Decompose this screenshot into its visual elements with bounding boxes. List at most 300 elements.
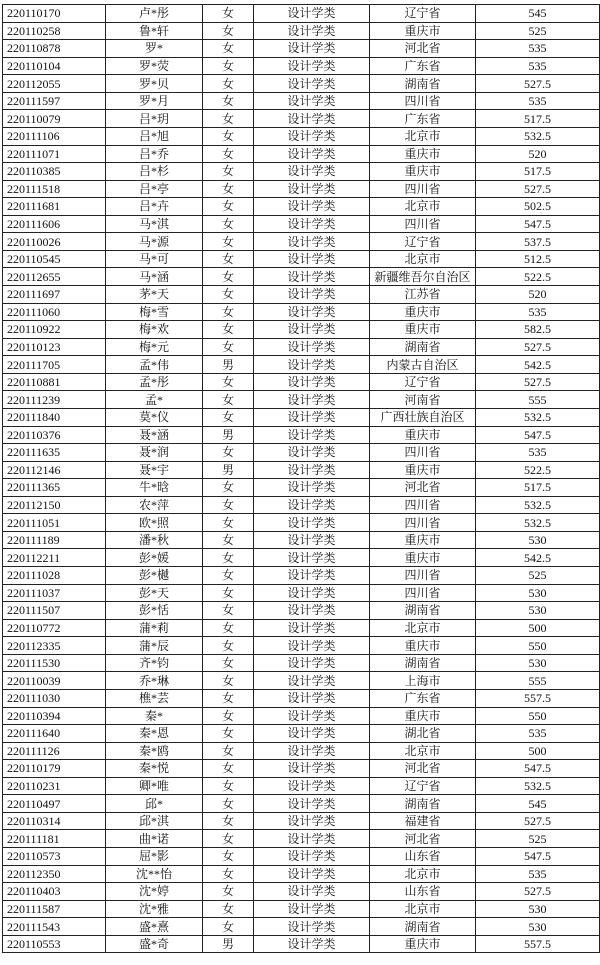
gender-cell: 女 [203, 742, 254, 760]
name-cell: 马*源 [106, 233, 203, 251]
province-cell: 河北省 [370, 760, 476, 778]
name-cell: 聂*宇 [106, 461, 203, 479]
gender-cell: 女 [203, 75, 254, 93]
province-cell: 湖南省 [370, 918, 476, 936]
table-row [3, 338, 600, 356]
major-category-cell: 设计学类 [254, 637, 370, 655]
province-cell: 湖南省 [370, 654, 476, 672]
province-cell: 湖北省 [370, 725, 476, 743]
table-row [3, 286, 600, 304]
gender-cell: 女 [203, 5, 254, 23]
score-cell: 532.5 [476, 408, 600, 426]
table-row [3, 268, 600, 286]
table-row [3, 233, 600, 251]
table-row [3, 549, 600, 567]
major-category-cell: 设计学类 [254, 408, 370, 426]
table-row [3, 250, 600, 268]
gender-cell: 女 [203, 549, 254, 567]
major-category-cell: 设计学类 [254, 75, 370, 93]
province-cell: 广西壮族自治区 [370, 408, 476, 426]
score-cell: 532.5 [476, 514, 600, 532]
gender-cell: 女 [203, 637, 254, 655]
province-cell: 湖南省 [370, 602, 476, 620]
table-row [3, 900, 600, 918]
gender-cell: 女 [203, 180, 254, 198]
major-category-cell: 设计学类 [254, 883, 370, 901]
major-category-cell: 设计学类 [254, 602, 370, 620]
name-cell: 邱* [106, 795, 203, 813]
gender-cell: 女 [203, 110, 254, 128]
gender-cell: 女 [203, 127, 254, 145]
major-category-cell: 设计学类 [254, 935, 370, 953]
score-cell: 527.5 [476, 180, 600, 198]
name-cell: 曲*诺 [106, 830, 203, 848]
student-id-cell: 220110104 [3, 57, 106, 75]
student-id-cell: 220110179 [3, 760, 106, 778]
gender-cell: 女 [203, 163, 254, 181]
student-id-cell: 220110545 [3, 250, 106, 268]
province-cell: 广东省 [370, 689, 476, 707]
score-cell: 550 [476, 637, 600, 655]
major-category-cell: 设计学类 [254, 180, 370, 198]
province-cell: 北京市 [370, 900, 476, 918]
gender-cell: 女 [203, 900, 254, 918]
student-id-cell: 220110231 [3, 777, 106, 795]
table-row [3, 127, 600, 145]
student-id-cell: 220112055 [3, 75, 106, 93]
student-id-cell: 220110170 [3, 5, 106, 23]
major-category-cell: 设计学类 [254, 865, 370, 883]
gender-cell: 女 [203, 496, 254, 514]
table-row [3, 567, 600, 585]
student-id-cell: 220111840 [3, 408, 106, 426]
name-cell: 彭*恬 [106, 602, 203, 620]
score-cell: 525 [476, 830, 600, 848]
table-row [3, 496, 600, 514]
student-id-cell: 220112211 [3, 549, 106, 567]
score-cell: 527.5 [476, 338, 600, 356]
score-cell: 535 [476, 725, 600, 743]
name-cell: 罗*月 [106, 92, 203, 110]
major-category-cell: 设计学类 [254, 918, 370, 936]
student-id-cell: 220110553 [3, 935, 106, 953]
gender-cell: 女 [203, 408, 254, 426]
table-row [3, 830, 600, 848]
table-row [3, 198, 600, 216]
province-cell: 四川省 [370, 215, 476, 233]
name-cell: 农*萍 [106, 496, 203, 514]
score-cell: 535 [476, 444, 600, 462]
major-category-cell: 设计学类 [254, 215, 370, 233]
score-cell: 557.5 [476, 935, 600, 953]
score-cell: 535 [476, 865, 600, 883]
score-cell: 525 [476, 22, 600, 40]
gender-cell: 女 [203, 725, 254, 743]
major-category-cell: 设计学类 [254, 848, 370, 866]
gender-cell: 女 [203, 812, 254, 830]
student-id-cell: 220111507 [3, 602, 106, 620]
student-id-cell: 220111640 [3, 725, 106, 743]
table-row [3, 479, 600, 497]
name-cell: 盛*熹 [106, 918, 203, 936]
gender-cell: 女 [203, 883, 254, 901]
table-row [3, 918, 600, 936]
student-id-cell: 220111051 [3, 514, 106, 532]
name-cell: 孟*彤 [106, 373, 203, 391]
score-cell: 527.5 [476, 883, 600, 901]
major-category-cell: 设计学类 [254, 672, 370, 690]
table-row [3, 215, 600, 233]
major-category-cell: 设计学类 [254, 514, 370, 532]
major-category-cell: 设计学类 [254, 40, 370, 58]
gender-cell: 女 [203, 233, 254, 251]
admission-table [2, 4, 600, 953]
gender-cell: 女 [203, 22, 254, 40]
score-cell: 547.5 [476, 760, 600, 778]
name-cell: 吕*杉 [106, 163, 203, 181]
score-cell: 520 [476, 286, 600, 304]
province-cell: 广东省 [370, 57, 476, 75]
gender-cell: 女 [203, 40, 254, 58]
major-category-cell: 设计学类 [254, 777, 370, 795]
name-cell: 茅*天 [106, 286, 203, 304]
table-row [3, 602, 600, 620]
student-id-cell: 220111106 [3, 127, 106, 145]
province-cell: 四川省 [370, 496, 476, 514]
student-id-cell: 220111635 [3, 444, 106, 462]
name-cell: 牛*晗 [106, 479, 203, 497]
gender-cell: 女 [203, 918, 254, 936]
major-category-cell: 设计学类 [254, 233, 370, 251]
gender-cell: 女 [203, 373, 254, 391]
score-cell: 517.5 [476, 163, 600, 181]
province-cell: 四川省 [370, 444, 476, 462]
gender-cell: 男 [203, 426, 254, 444]
table-row [3, 760, 600, 778]
province-cell: 湖南省 [370, 338, 476, 356]
province-cell: 北京市 [370, 127, 476, 145]
name-cell: 樵*芸 [106, 689, 203, 707]
name-cell: 邱*淇 [106, 812, 203, 830]
student-id-cell: 220110878 [3, 40, 106, 58]
gender-cell: 女 [203, 672, 254, 690]
major-category-cell: 设计学类 [254, 268, 370, 286]
table-row [3, 672, 600, 690]
student-id-cell: 220110026 [3, 233, 106, 251]
gender-cell: 男 [203, 935, 254, 953]
province-cell: 新疆维吾尔自治区 [370, 268, 476, 286]
name-cell: 蒲*莉 [106, 619, 203, 637]
student-id-cell: 220110314 [3, 812, 106, 830]
student-id-cell: 220111587 [3, 900, 106, 918]
gender-cell: 女 [203, 848, 254, 866]
major-category-cell: 设计学类 [254, 812, 370, 830]
gender-cell: 女 [203, 250, 254, 268]
province-cell: 四川省 [370, 567, 476, 585]
score-cell: 530 [476, 531, 600, 549]
gender-cell: 女 [203, 321, 254, 339]
gender-cell: 女 [203, 760, 254, 778]
name-cell: 孟*伟 [106, 356, 203, 374]
name-cell: 盛*奇 [106, 935, 203, 953]
name-cell: 沈**怡 [106, 865, 203, 883]
score-cell: 527.5 [476, 373, 600, 391]
score-cell: 527.5 [476, 75, 600, 93]
name-cell: 屈*影 [106, 848, 203, 866]
major-category-cell: 设计学类 [254, 110, 370, 128]
gender-cell: 女 [203, 479, 254, 497]
province-cell: 重庆市 [370, 426, 476, 444]
gender-cell: 女 [203, 602, 254, 620]
student-id-cell: 220110123 [3, 338, 106, 356]
table-row [3, 40, 600, 58]
gender-cell: 女 [203, 286, 254, 304]
table-row [3, 408, 600, 426]
gender-cell: 男 [203, 356, 254, 374]
name-cell: 马*淇 [106, 215, 203, 233]
name-cell: 孟* [106, 391, 203, 409]
table-row [3, 145, 600, 163]
province-cell: 重庆市 [370, 145, 476, 163]
gender-cell: 女 [203, 531, 254, 549]
major-category-cell: 设计学类 [254, 584, 370, 602]
name-cell: 梅*雪 [106, 303, 203, 321]
major-category-cell: 设计学类 [254, 321, 370, 339]
major-category-cell: 设计学类 [254, 22, 370, 40]
score-cell: 527.5 [476, 812, 600, 830]
gender-cell: 女 [203, 303, 254, 321]
student-id-cell: 220111030 [3, 689, 106, 707]
gender-cell: 女 [203, 619, 254, 637]
table-row [3, 848, 600, 866]
name-cell: 欧*照 [106, 514, 203, 532]
table-row [3, 444, 600, 462]
province-cell: 四川省 [370, 584, 476, 602]
gender-cell: 女 [203, 391, 254, 409]
table-row [3, 391, 600, 409]
table-row [3, 812, 600, 830]
table-row [3, 619, 600, 637]
student-id-cell: 220110403 [3, 883, 106, 901]
province-cell: 湖南省 [370, 75, 476, 93]
student-id-cell: 220112150 [3, 496, 106, 514]
major-category-cell: 设计学类 [254, 689, 370, 707]
name-cell: 秦*恩 [106, 725, 203, 743]
score-cell: 530 [476, 584, 600, 602]
student-id-cell: 220111697 [3, 286, 106, 304]
name-cell: 吕*亭 [106, 180, 203, 198]
gender-cell: 女 [203, 865, 254, 883]
score-cell: 522.5 [476, 461, 600, 479]
student-id-cell: 220111606 [3, 215, 106, 233]
major-category-cell: 设计学类 [254, 830, 370, 848]
major-category-cell: 设计学类 [254, 338, 370, 356]
gender-cell: 女 [203, 707, 254, 725]
student-id-cell: 220111126 [3, 742, 106, 760]
name-cell: 秦*悦 [106, 760, 203, 778]
table-row [3, 5, 600, 23]
table-row [3, 180, 600, 198]
gender-cell: 女 [203, 215, 254, 233]
major-category-cell: 设计学类 [254, 426, 370, 444]
major-category-cell: 设计学类 [254, 900, 370, 918]
name-cell: 罗*贝 [106, 75, 203, 93]
score-cell: 545 [476, 795, 600, 813]
table-row [3, 22, 600, 40]
gender-cell: 女 [203, 584, 254, 602]
name-cell: 蒲*辰 [106, 637, 203, 655]
major-category-cell: 设计学类 [254, 127, 370, 145]
student-id-cell: 220110258 [3, 22, 106, 40]
province-cell: 重庆市 [370, 163, 476, 181]
score-cell: 550 [476, 707, 600, 725]
table-row [3, 92, 600, 110]
student-id-cell: 220111518 [3, 180, 106, 198]
table-row [3, 865, 600, 883]
province-cell: 重庆市 [370, 461, 476, 479]
score-cell: 517.5 [476, 479, 600, 497]
table-row [3, 725, 600, 743]
table-row [3, 75, 600, 93]
student-id-cell: 220110079 [3, 110, 106, 128]
table-row [3, 795, 600, 813]
student-id-cell: 220110497 [3, 795, 106, 813]
province-cell: 江苏省 [370, 286, 476, 304]
score-cell: 535 [476, 57, 600, 75]
major-category-cell: 设计学类 [254, 461, 370, 479]
major-category-cell: 设计学类 [254, 92, 370, 110]
student-id-cell: 220110385 [3, 163, 106, 181]
name-cell: 罗* [106, 40, 203, 58]
major-category-cell: 设计学类 [254, 356, 370, 374]
score-cell: 557.5 [476, 689, 600, 707]
student-id-cell: 220111681 [3, 198, 106, 216]
province-cell: 北京市 [370, 619, 476, 637]
major-category-cell: 设计学类 [254, 760, 370, 778]
province-cell: 北京市 [370, 742, 476, 760]
province-cell: 四川省 [370, 514, 476, 532]
major-category-cell: 设计学类 [254, 57, 370, 75]
student-id-cell: 220112146 [3, 461, 106, 479]
score-cell: 522.5 [476, 268, 600, 286]
province-cell: 湖南省 [370, 795, 476, 813]
table-row [3, 707, 600, 725]
province-cell: 广东省 [370, 110, 476, 128]
score-cell: 500 [476, 742, 600, 760]
gender-cell: 女 [203, 198, 254, 216]
name-cell: 卢*彤 [106, 5, 203, 23]
student-id-cell: 220111028 [3, 567, 106, 585]
name-cell: 潘*秋 [106, 531, 203, 549]
student-id-cell: 220111597 [3, 92, 106, 110]
table-row [3, 426, 600, 444]
major-category-cell: 设计学类 [254, 742, 370, 760]
gender-cell: 女 [203, 830, 254, 848]
name-cell: 彭*天 [106, 584, 203, 602]
score-cell: 530 [476, 602, 600, 620]
score-cell: 542.5 [476, 549, 600, 567]
table-row [3, 356, 600, 374]
name-cell: 秦*鸥 [106, 742, 203, 760]
score-cell: 555 [476, 391, 600, 409]
table-body [3, 5, 600, 953]
major-category-cell: 设计学类 [254, 567, 370, 585]
score-cell: 530 [476, 918, 600, 936]
province-cell: 重庆市 [370, 707, 476, 725]
name-cell: 鲁*轩 [106, 22, 203, 40]
score-cell: 555 [476, 672, 600, 690]
major-category-cell: 设计学类 [254, 795, 370, 813]
major-category-cell: 设计学类 [254, 654, 370, 672]
province-cell: 重庆市 [370, 935, 476, 953]
score-cell: 525 [476, 567, 600, 585]
major-category-cell: 设计学类 [254, 391, 370, 409]
table-row [3, 584, 600, 602]
gender-cell: 女 [203, 514, 254, 532]
table-row [3, 883, 600, 901]
major-category-cell: 设计学类 [254, 373, 370, 391]
student-id-cell: 220111239 [3, 391, 106, 409]
province-cell: 山东省 [370, 848, 476, 866]
gender-cell: 女 [203, 338, 254, 356]
major-category-cell: 设计学类 [254, 163, 370, 181]
name-cell: 聂*涵 [106, 426, 203, 444]
score-cell: 530 [476, 654, 600, 672]
score-cell: 532.5 [476, 496, 600, 514]
score-cell: 532.5 [476, 777, 600, 795]
name-cell: 卿*唯 [106, 777, 203, 795]
table-row [3, 163, 600, 181]
gender-cell: 男 [203, 461, 254, 479]
table-row [3, 303, 600, 321]
province-cell: 重庆市 [370, 321, 476, 339]
student-id-cell: 220110573 [3, 848, 106, 866]
major-category-cell: 设计学类 [254, 496, 370, 514]
student-id-cell: 220111365 [3, 479, 106, 497]
major-category-cell: 设计学类 [254, 5, 370, 23]
province-cell: 重庆市 [370, 531, 476, 549]
major-category-cell: 设计学类 [254, 549, 370, 567]
major-category-cell: 设计学类 [254, 725, 370, 743]
score-cell: 535 [476, 303, 600, 321]
name-cell: 彭*媛 [106, 549, 203, 567]
student-id-cell: 220111530 [3, 654, 106, 672]
major-category-cell: 设计学类 [254, 707, 370, 725]
province-cell: 辽宁省 [370, 777, 476, 795]
student-id-cell: 220110376 [3, 426, 106, 444]
student-id-cell: 220111071 [3, 145, 106, 163]
student-id-cell: 220110922 [3, 321, 106, 339]
province-cell: 四川省 [370, 92, 476, 110]
score-cell: 542.5 [476, 356, 600, 374]
province-cell: 福建省 [370, 812, 476, 830]
score-cell: 582.5 [476, 321, 600, 339]
name-cell: 聂*润 [106, 444, 203, 462]
gender-cell: 女 [203, 654, 254, 672]
table-row [3, 689, 600, 707]
gender-cell: 女 [203, 444, 254, 462]
name-cell: 吕*卉 [106, 198, 203, 216]
name-cell: 马*涵 [106, 268, 203, 286]
student-id-cell: 220111037 [3, 584, 106, 602]
student-id-cell: 220110881 [3, 373, 106, 391]
table-row [3, 654, 600, 672]
student-id-cell: 220111543 [3, 918, 106, 936]
score-cell: 547.5 [476, 426, 600, 444]
table-row [3, 461, 600, 479]
province-cell: 河北省 [370, 40, 476, 58]
province-cell: 辽宁省 [370, 373, 476, 391]
